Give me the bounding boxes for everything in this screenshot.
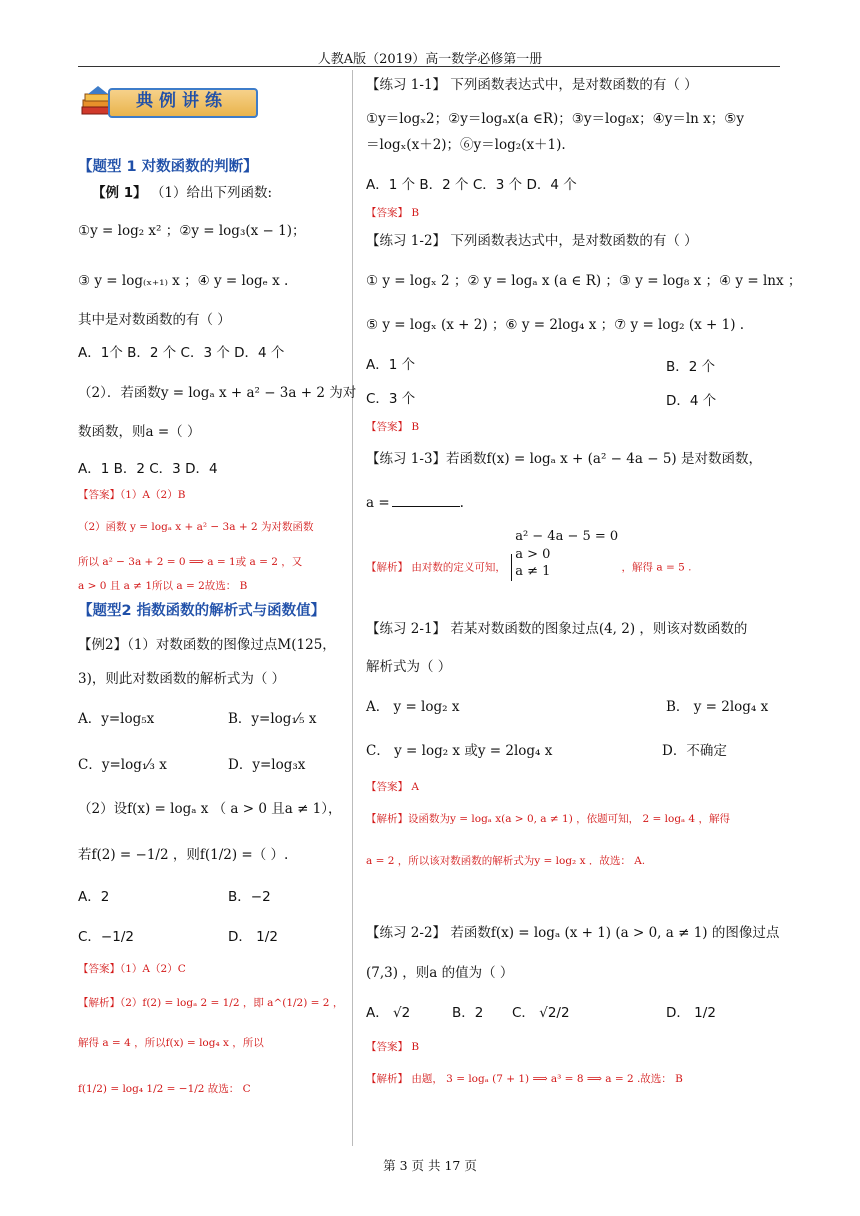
practice-2-2-option-c: C． √2/2	[512, 1005, 570, 1021]
header-divider	[78, 66, 780, 67]
practice-1-2-question: 【练习 1-2】 下列函数表达式中，是对数函数的有（ ）	[366, 233, 698, 249]
practice-2-2-question-2: (7,3) ，则a 的值为（ ）	[366, 965, 514, 981]
example-1-heading	[92, 184, 272, 202]
example-1-label: 【例 1】	[92, 185, 147, 201]
example-1-functions-1: ①y = log₂ x² ；②y = log₃(x − 1)；	[78, 223, 306, 239]
system-eq-2: a > 0	[515, 546, 551, 562]
example-2-q2-line2: 若f(2) = −1/2 ，则f(1/2) =（ ）.	[78, 847, 289, 863]
practice-2-1-question-2: 解析式为（ ）	[366, 659, 452, 675]
practice-1-3-question: 【练习 1-3】若函数f(x) = logₐ x + (a² − 4a − 5) 是对数函数，	[366, 451, 762, 467]
practice-2-1-option-d: D．不确定	[662, 743, 727, 759]
practice-2-2-question: 【练习 2-2】 若函数f(x) = logₐ (x + 1) (a > 0, a ≠ 1) 的图像过点	[366, 925, 780, 941]
practice-2-1-answer: 【答案】 A	[366, 781, 419, 793]
example-1-solution-3: a > 0 且 a ≠ 1所以 a = 2故选： B	[78, 580, 248, 592]
example-2-answer: 【答案】（1）A（2）C	[78, 963, 186, 975]
practice-2-1-option-c: C． y = log₂ x 或y = 2log₄ x	[366, 743, 553, 759]
practice-2-2-option-a: A． √2	[366, 1005, 411, 1021]
example-1-q2-line2: 数函数，则a =（ ）	[78, 424, 201, 440]
practice-1-2-functions-2: ⑤ y = logₓ (x + 2) ；⑥ y = 2log₄ x ；⑦ y = log₂ (x + 1) .	[366, 317, 745, 333]
practice-1-2-option-a: A．1 个	[366, 357, 416, 373]
practice-2-1-solution-1: 【解析】设函数为y = logₐ x(a > 0, a ≠ 1) ，依题可知， 2 = logₐ 4 ，解得	[366, 813, 730, 825]
section-title-2: 【题型2 指数函数的解析式与函数值】	[78, 603, 326, 619]
system-eq-1: a² − 4a − 5 = 0	[515, 529, 619, 544]
example-2-option-c: C．y=log₁⁄₃ x	[78, 757, 167, 773]
practice-1-1-functions-1: ①y＝logₓ2；②y＝logₐx(a ∈R)；③y＝log₈x；④y＝ln x；⑤y	[366, 111, 745, 127]
practice-1-3-blank-line: a = .	[366, 495, 464, 511]
page-footer: 第 3 页 共 17 页	[383, 1158, 477, 1173]
banner-label: 典例讲练	[136, 91, 228, 111]
example-2-line2: 3)，则此对数函数的解析式为（ ）	[78, 671, 286, 687]
example-1-answer: 【答案】（1）A（2）B	[78, 489, 186, 501]
example-1-functions-2: ③ y = log₍ₓ₊₁₎ x ；④ y = logₑ x .	[78, 273, 289, 289]
practice-1-1-options: A．1 个 B．2 个 C．3 个 D．4 个	[366, 177, 577, 193]
practice-2-2-option-b: B．2	[452, 1005, 484, 1021]
practice-1-2-answer: 【答案】 B	[366, 421, 420, 433]
practice-1-3-solution-suffix: ，解得 a = 5 .	[621, 561, 692, 574]
example-1-question: 其中是对数函数的有（ ）	[78, 312, 231, 328]
example-2-q2-option-b: B．−2	[228, 889, 271, 905]
page-header: 人教A版（2019）高一数学必修第一册	[317, 52, 543, 67]
example-1-options: A．1个 B．2 个 C．3 个 D．4 个	[78, 345, 285, 361]
practice-1-2-option-c: C．3 个	[366, 391, 416, 407]
example-2-solution-1: 【解析】（2）f(2) = logₐ 2 = 1/2 ，即 a^(1/2) = 2 ，	[78, 997, 344, 1009]
example-1-q2-options: A．1 B．2 C．3 D．4	[78, 461, 218, 477]
example-2-solution-2: 解得 a = 4 ，所以f(x) = log₄ x ，所以	[78, 1037, 264, 1049]
example-2-option-d: D．y=log₃x	[228, 757, 306, 773]
example-2-q2-option-c: C．−1/2	[78, 929, 134, 945]
practice-1-1-functions-2: ＝logₓ(x＋2)；⑥y＝log₂(x＋1).	[366, 137, 566, 153]
section-banner	[78, 80, 256, 120]
example-2-option-a: A．y=log₅x	[78, 711, 155, 727]
example-2-q2-option-d: D． 1/2	[228, 929, 278, 945]
equation-system	[511, 529, 619, 581]
example-1-q2-line1: （2）．若函数y = logₐ x + a² − 3a + 2 为对	[78, 385, 357, 401]
example-1-q1: （1）给出下列函数:	[150, 185, 273, 201]
example-2-line1: 【例2】（1）对数函数的图像过点M(125，	[78, 637, 336, 653]
practice-2-1-solution-2: a = 2 ，所以该对数函数的解析式为y = log₂ x ．故选： A.	[366, 855, 646, 867]
practice-1-1-answer: 【答案】 B	[366, 207, 420, 219]
practice-2-1-option-a: A． y = log₂ x	[366, 699, 460, 715]
example-1-solution-2: 所以 a² − 3a + 2 = 0 ⟹ a = 1或 a = 2 ，又	[78, 556, 303, 568]
example-2-q2-line1: （2）设f(x) = logₐ x （ a > 0 且a ≠ 1），	[78, 801, 342, 817]
example-2-option-b: B．y=log₁⁄₅ x	[228, 711, 317, 727]
practice-1-3-solution-prefix: 【解析】 由对数的定义可知，	[366, 561, 506, 574]
practice-1-2-functions-1: ① y = logₓ 2 ；② y = logₐ x (a ∈ R) ；③ y = log₈ x ；④ y = lnx ；	[366, 273, 802, 289]
answer-blank	[392, 506, 460, 507]
column-divider	[352, 70, 353, 1146]
practice-2-1-option-b: B． y = 2log₄ x	[666, 699, 769, 715]
practice-2-2-answer: 【答案】 B	[366, 1041, 420, 1053]
example-1-solution-1: （2）函数 y = logₐ x + a² − 3a + 2 为对数函数	[78, 521, 314, 533]
example-2-q2-option-a: A．2	[78, 889, 110, 905]
practice-1-3-solution	[366, 529, 692, 581]
example-2-solution-3: f(1/2) = log₄ 1/2 = −1/2 故选： C	[78, 1083, 251, 1095]
practice-1-1-question: 【练习 1-1】 下列函数表达式中，是对数函数的有（ ）	[366, 77, 698, 93]
practice-2-2-solution: 【解析】 由题， 3 = logₐ (7 + 1) ⟹ a³ = 8 ⟹ a = 2 .故选： B	[366, 1073, 683, 1085]
section-title-1: 【题型 1 对数函数的判断】	[78, 159, 258, 175]
practice-1-2-option-d: D．4 个	[666, 393, 717, 409]
practice-2-2-option-d: D． 1/2	[666, 1005, 716, 1021]
practice-2-1-question: 【练习 2-1】 若某对数函数的图象过点(4, 2) ，则该对数函数的	[366, 621, 748, 637]
system-eq-3: a ≠ 1	[515, 564, 551, 580]
practice-1-2-option-b: B．2 个	[666, 359, 716, 375]
practice-1-3-a-label: a =	[366, 495, 390, 511]
